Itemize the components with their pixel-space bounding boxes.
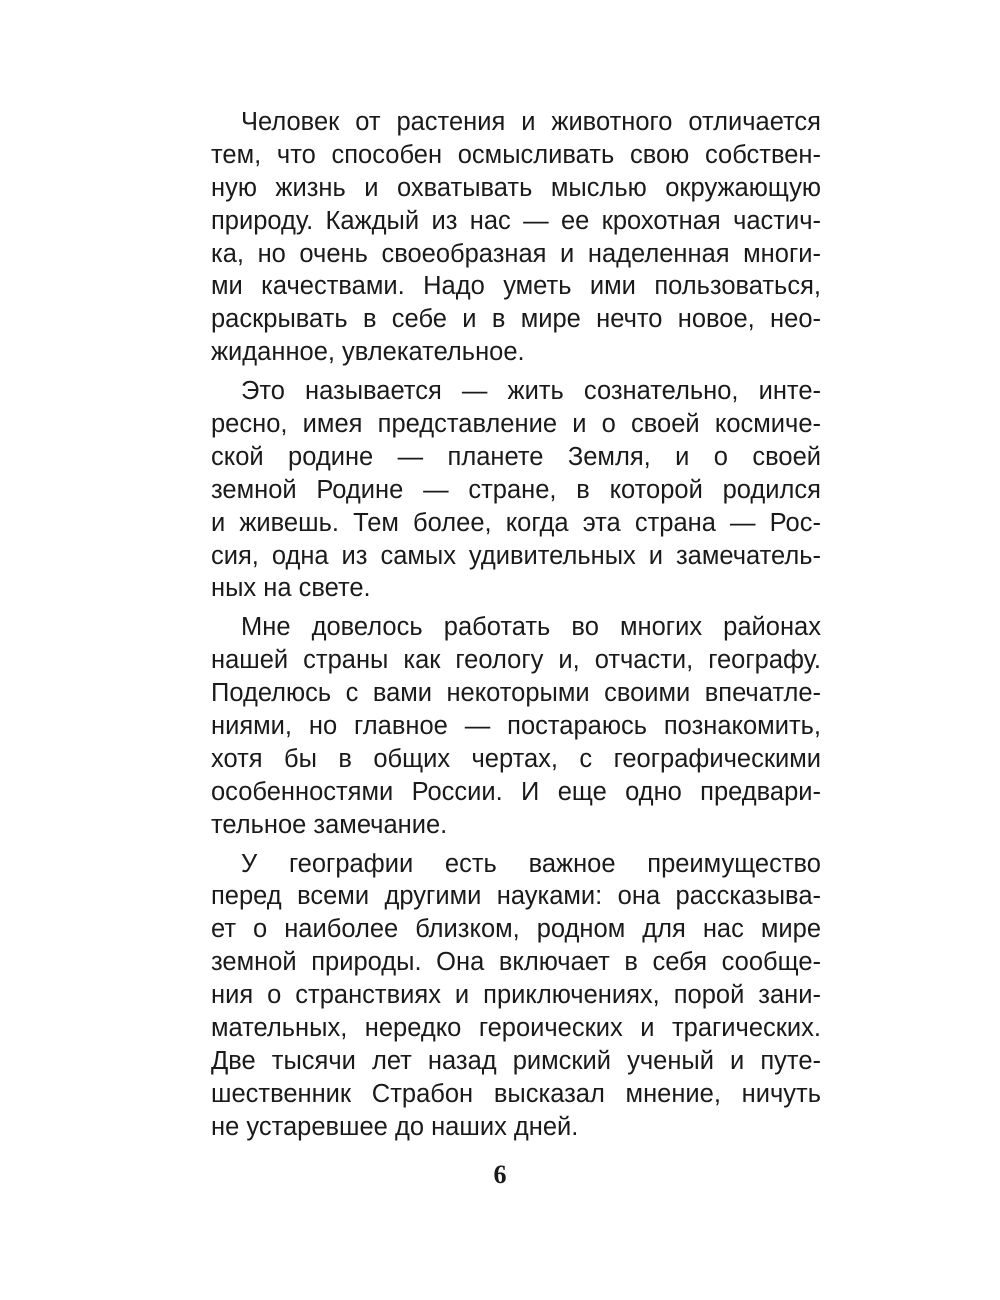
text-line: сия, одна из самых удивительных и замечатель- xyxy=(211,541,821,570)
text-line: шественник Страбон высказал мнение, ничуть xyxy=(211,1079,821,1108)
paragraph xyxy=(211,848,821,1144)
text-line: ка, но очень своеобразная и наделенная многи- xyxy=(211,239,821,268)
text-line: Две тысячи лет назад римский ученый и путе- xyxy=(211,1046,821,1075)
text-line: земной природы. Она включает в себя сообще- xyxy=(211,948,821,977)
text-line: ниями, но главное — постараюсь познакомить, xyxy=(211,712,821,741)
text-line: Это называется — жить сознательно, инте- xyxy=(241,377,821,406)
text-line: тем, что способен осмысливать свою собствен- xyxy=(211,140,821,169)
text-line: природу. Каждый из нас — ее крохотная частич- xyxy=(211,206,821,235)
text-line: ресно, имея представление и о своей космиче- xyxy=(211,410,821,439)
text-line: Мне довелось работать во многих районах xyxy=(241,613,821,642)
paragraph xyxy=(211,611,821,841)
paragraph xyxy=(211,375,821,605)
paragraph xyxy=(211,106,821,369)
text-line: ную жизнь и охватывать мыслью окружающую xyxy=(211,173,821,202)
text-line: мательных, нередко героических и трагических. xyxy=(211,1014,821,1043)
text-line: перед всеми другими науками: она рассказыва- xyxy=(211,882,821,911)
text-line: ет о наиболее близком, родном для нас мире xyxy=(211,915,821,944)
page-number: 6 xyxy=(493,1160,507,1189)
text-line: Человек от растения и животного отличается xyxy=(241,108,821,136)
text-line: У географии есть важное преимущество xyxy=(241,849,821,878)
text-line: тельное замечание. xyxy=(211,810,448,839)
text-line: хотя бы в общих чертах, с географическими xyxy=(211,744,821,773)
text-line: Поделюсь с вами некоторыми своими впечатле- xyxy=(211,679,821,708)
text-line: не устаревшее до наших дней. xyxy=(211,1112,579,1141)
text-line: нашей страны как геологу и, отчасти, географу. xyxy=(211,646,821,675)
body-text xyxy=(211,106,821,1144)
text-line: особенностями России. И еще одно предвари- xyxy=(211,777,821,806)
text-line: ных на свете. xyxy=(211,574,371,603)
text-line: раскрывать в себе и в мире нечто новое, нео- xyxy=(211,305,821,334)
text-line: ской родине — планете Земля, и о своей xyxy=(211,442,821,471)
text-line: ния о странствиях и приключениях, порой зани- xyxy=(211,981,821,1010)
text-line: и живешь. Тем более, когда эта страна — Рос- xyxy=(211,508,821,537)
text-line: ми качествами. Надо уметь ими пользоваться, xyxy=(211,272,821,301)
text-line: жиданное, увлекательное. xyxy=(211,338,525,367)
text-line: земной Родине — стране, в которой родился xyxy=(211,475,821,504)
